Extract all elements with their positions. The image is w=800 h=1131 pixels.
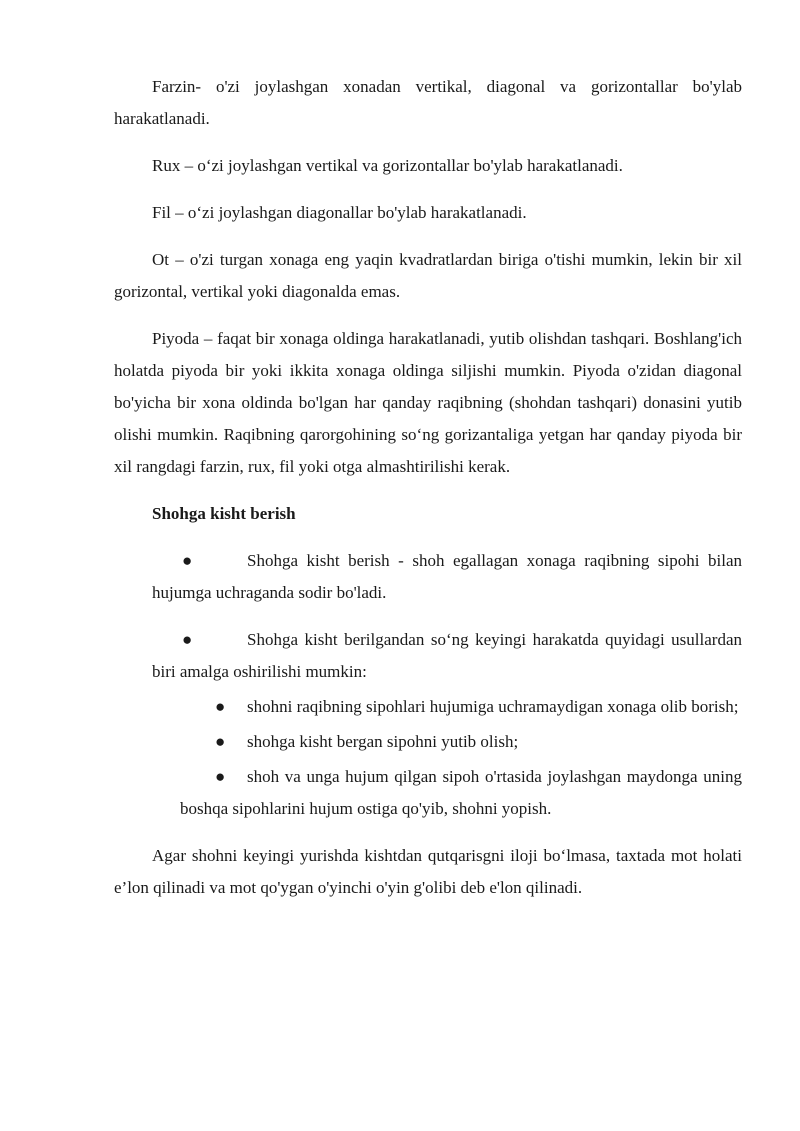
paragraph-ot: Ot – o'zi turgan xonaga eng yaqin kvadratlardan biriga o'tishi mumkin, lekin bir xil gorizontal, vertikal yoki diagonalda emas. xyxy=(114,250,742,301)
paragraph-fil: Fil – oʻzi joylashgan diagonallar bo'ylab harakatlanadi. xyxy=(152,203,527,222)
bullet-icon: ● xyxy=(215,767,226,786)
subbullet-item xyxy=(180,691,742,723)
paragraph-piyoda: Piyoda – faqat bir xonaga oldinga harakatlanadi, yutib olishdan tashqari. Boshlang'ich holatda piyoda bir yoki ikkita xonaga oldinga siljishi mumkin. Piyoda o'zidan diagonal bo'yicha bir xona oldinda bo'lgan har qanday raqibning (shohdan tashqari) donasini yutib olishi mumkin. Raqibning qarorgohining soʻng gorizantaliga yetgan har qanday piyoda bir xil rangdagi farzin, rux, fil yoki otga almashtirilishi kerak. xyxy=(114,329,742,476)
document-page xyxy=(114,71,742,904)
bullet-item xyxy=(152,624,742,688)
subbullet-item xyxy=(180,726,742,758)
bullet-icon: ● xyxy=(215,732,226,751)
bullet-item xyxy=(152,545,742,609)
bullet-text: Shohga kisht berish - shoh egallagan xonaga raqibning sipohi bilan hujumga uchraganda sodir bo'ladi. xyxy=(152,551,742,602)
section-heading: Shohga kisht berish xyxy=(152,504,296,523)
subbullet-item xyxy=(180,761,742,825)
paragraph-rux: Rux – oʻzi joylashgan vertikal va gorizontallar bo'ylab harakatlanadi. xyxy=(152,156,623,175)
bullet-icon: ● xyxy=(215,697,226,716)
paragraph-closing: Agar shohni keyingi yurishda kishtdan qutqarisgni iloji boʻlmasa, taxtada mot holati e’lon qilinadi va mot qo'ygan o'yinchi o'yin g'olibi deb e'lon qilinadi. xyxy=(114,846,742,897)
bullet-text: Shohga kisht berilgandan soʻng keyingi harakatda quyidagi usullardan biri amalga oshirilishi mumkin: xyxy=(152,630,742,681)
bullet-icon: ● xyxy=(182,551,193,570)
paragraph-farzin: Farzin- o'zi joylashgan xonadan vertikal, diagonal va gorizontallar bo'ylab harakatlanadi. xyxy=(114,77,742,128)
subbullet-text: shohga kisht bergan sipohni yutib olish; xyxy=(247,732,519,751)
subbullet-text: shohni raqibning sipohlari hujumiga uchramaydigan xonaga olib borish; xyxy=(247,697,739,716)
bullet-icon: ● xyxy=(182,630,193,649)
subbullet-text: shoh va unga hujum qilgan sipoh o'rtasida joylashgan maydonga uning boshqa sipohlarini hujum ostiga qo'yib, shohni yopish. xyxy=(180,767,742,818)
